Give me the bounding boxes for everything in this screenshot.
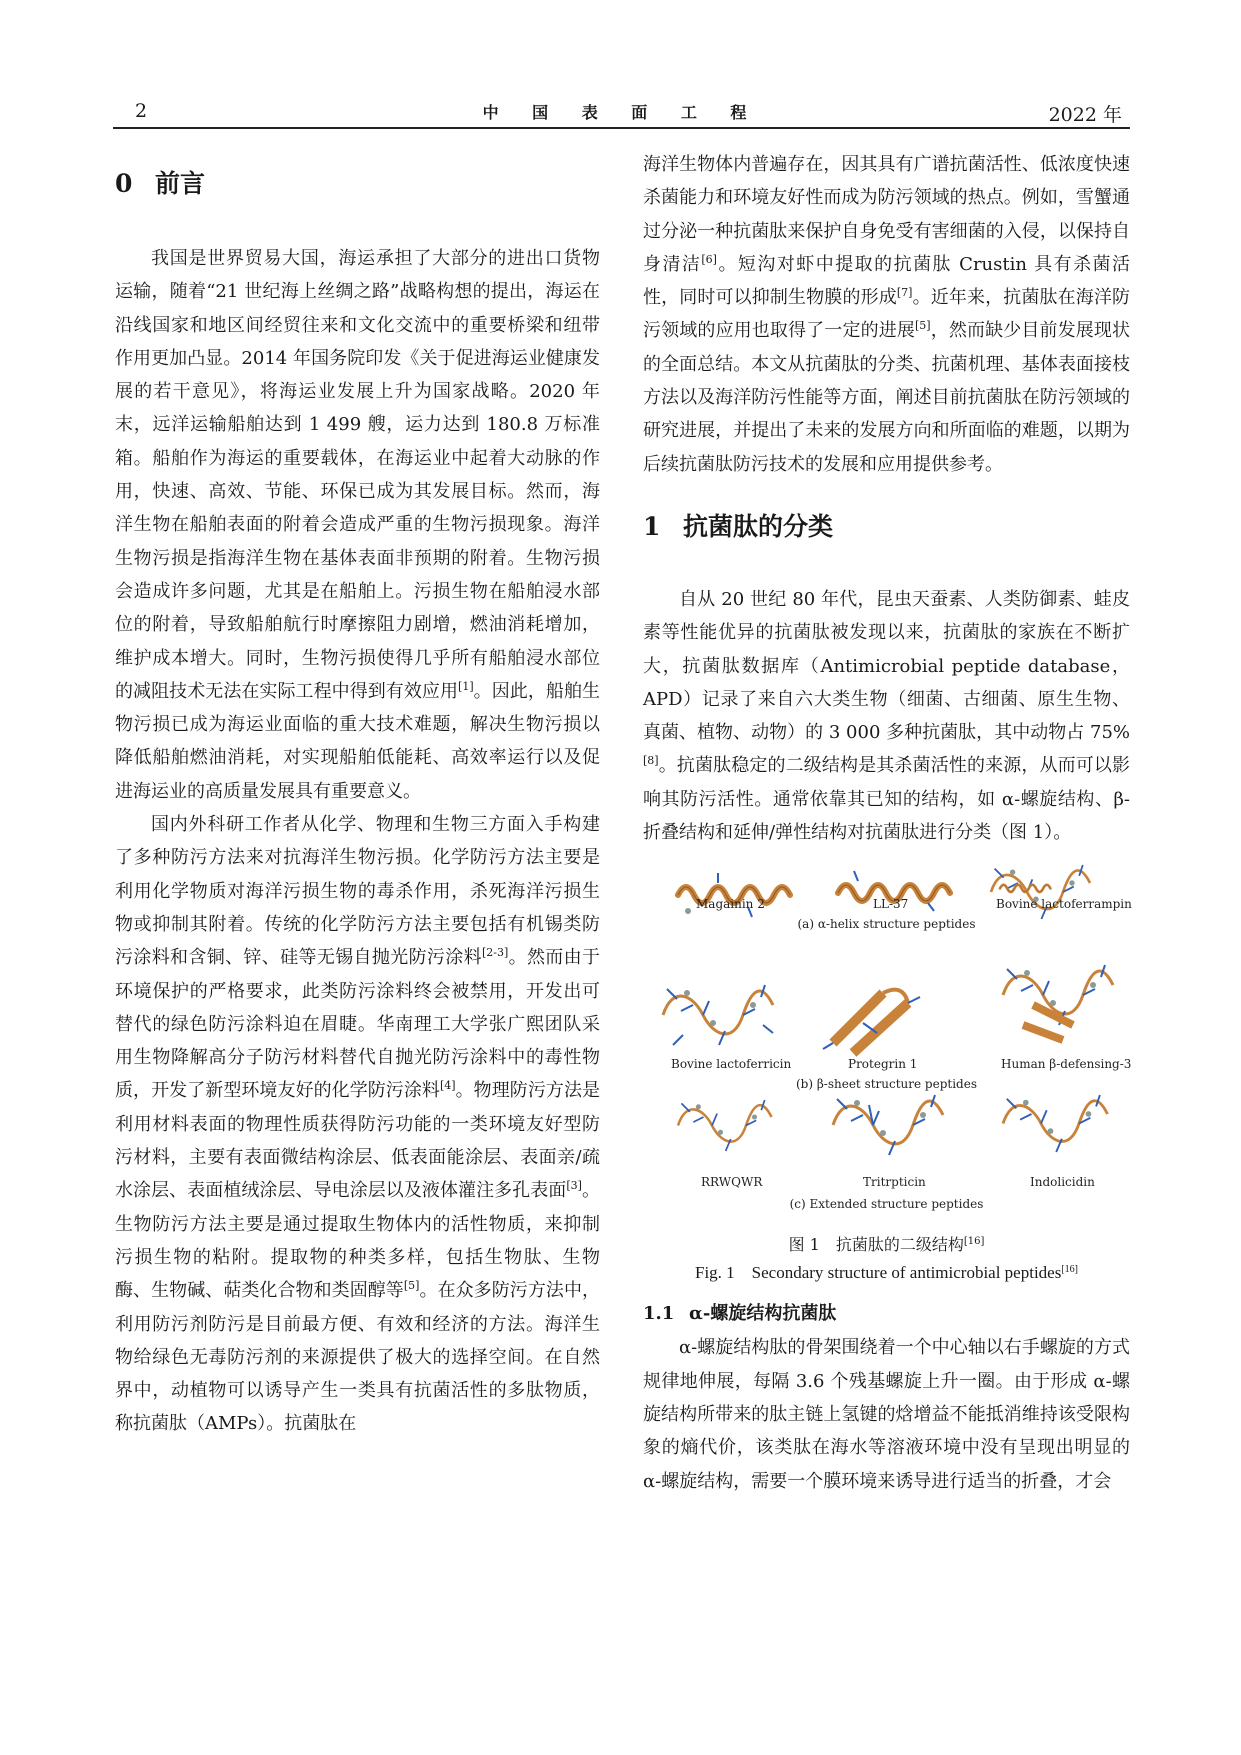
indolicidin-structure bbox=[1003, 1095, 1108, 1152]
paragraph-methods: 国内外科研工作者从化学、物理和生物三方面入手构建了多种防污方法来对抗海洋生物污损。化学防污方法主要是利用化学物质对海洋污损生物的毒杀作用，杀死海洋污损生物或抑制其附着。传统的化学防污方法主要包括有机锡类防污涂料和含铜、锌、硅等无锡自抛光防污涂料[2-3]。然而由于环境保护的严格要求，此类防污涂料终会被禁用，开发出可替代的绿色防污涂料迫在眉睫。华南理工大学张广熙团队采用生物降解高分子防污材料替代自抛光防污涂料中的毒性物质，开发了新型环境友好的化学防污涂料[4]。物理防污方法是利用材料表面的物理性质获得防污功能的一类环境友好型防污材料，主要有表面微结构涂层、低表面能涂层、表面亲/疏水涂层、表面植绒涂层、导电涂层以及液体灌注多孔表面[3]。生物防污方法主要是通过提取生物体内的活性物质，来抑制污损生物的粘附。提取物的种类多样，包括生物肽、生物酶、生物碱、萜类化合物和类固醇等[5]。在众多防污方法中，利用防污剂防污是目前最方便、有效和经济的方法。海洋生物给绿色无毒防污剂的来源提供了极大的选择空间。在自然界中，动植物可以诱导产生一类具有抗菌活性的多肽物质，称抗菌肽（AMPs）。抗菌肽在 bbox=[115, 814, 601, 1435]
label-indolicidin: Indolicidin bbox=[1030, 1175, 1095, 1190]
label-tritrpticin: Tritrpticin bbox=[863, 1175, 926, 1190]
caption-row-b: (b) β-sheet structure peptides bbox=[795, 1077, 977, 1092]
publication-year: 2022 年 bbox=[1048, 104, 1122, 126]
label-magainin-2: Magainin 2 bbox=[696, 897, 765, 912]
figure-caption-cn: 图 1 抗菌肽的二级结构[16] bbox=[788, 1235, 985, 1255]
subsection-heading-alpha-helix: 1.1 α-螺旋结构抗菌肽 bbox=[643, 1303, 837, 1325]
caption-row-c: (c) Extended structure peptides bbox=[789, 1197, 984, 1212]
figure-1 bbox=[643, 855, 1130, 1227]
figure-caption-en: Fig. 1 Secondary structure of antimicrobial peptides[16] bbox=[694, 1263, 1079, 1283]
label-rrwqwr: RRWQWR bbox=[701, 1175, 763, 1190]
tritrpticin-structure bbox=[833, 1095, 943, 1155]
paragraph-intro: 我国是世界贸易大国，海运承担了大部分的进出口货物运输，随着“21 世纪海上丝绸之路”战略构想的提出，海运在沿线国家和地区间经贸往来和文化交流中的重要桥梁和纽带作用更加凸显。2014 年国务院印发《关于促进海运业健康发展的若干意见》，将海运业发展上升为国家战略。2020 年末，远洋运输船舶达到 1 499 艘，运力达到 180.8 万标准箱。船舶作为海运的重要载体，在海运业中起着大动脉的作用，快速、高效、节能、环保已成为其发展目标。然而，海洋生物在船舶表面的附着会造成严重的生物污损现象。海洋生物污损是指海洋生物在基体表面非预期的附着。生物污损会造成许多问题，尤其是在船舶上。污损生物在船舶浸水部位的附着，导致船舶航行时摩擦阻力剧增，燃油消耗增加，维护成本增大。同时，生物污损使得几乎所有船舶浸水部位的减阻技术无法在实际工程中得到有效应用[1]。因此，船舶生物污损已成为海运业面临的重大技术难题，解决生物污损以降低船舶燃油消耗，对实现船舶低能耗、高效率运行以及促进海运业的高质量发展具有重要意义。 bbox=[115, 248, 601, 802]
paragraph-continued: 海洋生物体内普遍存在，因其具有广谱抗菌活性、低浓度快速杀菌能力和环境友好性而成为防污领域的热点。例如，雪蟹通过分泌一种抗菌肽来保护自身免受有害细菌的入侵，以保持自身清洁[6]。短沟对虾中提取的抗菌肽 Crustin 具有杀菌活性，同时可以抑制生物膜的形成[7]。近年来，抗菌肽在海洋防污领域的应用也取得了一定的进展[5]，然而缺少目前发展现状的全面总结。本文从抗菌肽的分类、抗菌机理、基体表面接枝方法以及海洋防污性能等方面，阐述目前抗菌肽在防污领域的研究进展，并提出了未来的发展方向和所面临的难题，以期为后续抗菌肽防污技术的发展和应用提供参考。 bbox=[643, 154, 1131, 475]
section-heading-classification: 1 抗菌肽的分类 bbox=[643, 511, 834, 541]
citation[interactable]: [5] bbox=[403, 1279, 420, 1293]
rrwqwr-structure bbox=[678, 1100, 772, 1151]
citation[interactable]: [7] bbox=[896, 286, 913, 300]
label-protegrin-1: Protegrin 1 bbox=[848, 1057, 918, 1072]
citation[interactable]: [5] bbox=[914, 319, 931, 333]
citation[interactable]: [2-3] bbox=[481, 946, 509, 960]
label-human-beta-defensin-3: Human β-defensing-3 bbox=[1001, 1057, 1132, 1072]
header-rule bbox=[113, 127, 1130, 129]
running-header bbox=[113, 98, 1130, 128]
paragraph-alpha-helix: α-螺旋结构肽的骨架围绕着一个中心轴以右手螺旋的方式规律地伸展，每隔 3.6 个残基螺旋上升一圈。由于形成 α-螺旋结构所带来的肽主链上氢键的焓增益不能抵消维持该受限构象的熵代价，该类肽在海水等溶液环境中没有呈现出明显的 α-螺旋结构，需要一个膜环境来诱导进行适当的折叠，才会 bbox=[643, 1337, 1130, 1492]
paragraph-classification: 自从 20 世纪 80 年代，昆虫天蚕素、人类防御素、蛙皮素等性能优异的抗菌肽被发现以来，抗菌肽的家族在不断扩大，抗菌肽数据库（Antimicrobial peptide database，APD）记录了来自六大类生物（细菌、古细菌、原生生物、真菌、植物、动物）的 3 000 多种抗菌肽，其中动物占 75%[8]。抗菌肽稳定的二级结构是其杀菌活性的来源，从而可以影响其防污活性。通常依靠其已知的结构，如 α-螺旋结构、β-折叠结构和延伸/弹性结构对抗菌肽进行分类（图 1）。 bbox=[643, 588, 1130, 844]
human-beta-defensin-3-structure bbox=[1003, 965, 1113, 1040]
citation[interactable]: [8] bbox=[643, 754, 659, 768]
label-bovine-lactoferricin: Bovine lactoferricin bbox=[671, 1057, 792, 1072]
left-column bbox=[115, 148, 600, 1441]
page-number: 2 bbox=[135, 100, 148, 122]
protegrin-1-structure bbox=[823, 990, 920, 1053]
bovine-lactoferricin-structure bbox=[663, 985, 773, 1045]
right-column bbox=[643, 148, 1130, 1498]
citation[interactable]: [1] bbox=[458, 679, 474, 693]
caption-row-a: (a) α-helix structure peptides bbox=[797, 917, 976, 932]
label-bovine-lactoferrampin: Bovine lactoferrampin bbox=[996, 897, 1132, 912]
citation[interactable]: [6] bbox=[701, 252, 717, 266]
section-heading-preface: 0 前言 bbox=[115, 169, 206, 198]
citation[interactable]: [4] bbox=[439, 1079, 456, 1093]
citation[interactable]: [3] bbox=[566, 1179, 582, 1193]
label-ll-37: LL-37 bbox=[873, 897, 909, 912]
journal-title: 中 国 表 面 工 程 bbox=[482, 103, 761, 122]
